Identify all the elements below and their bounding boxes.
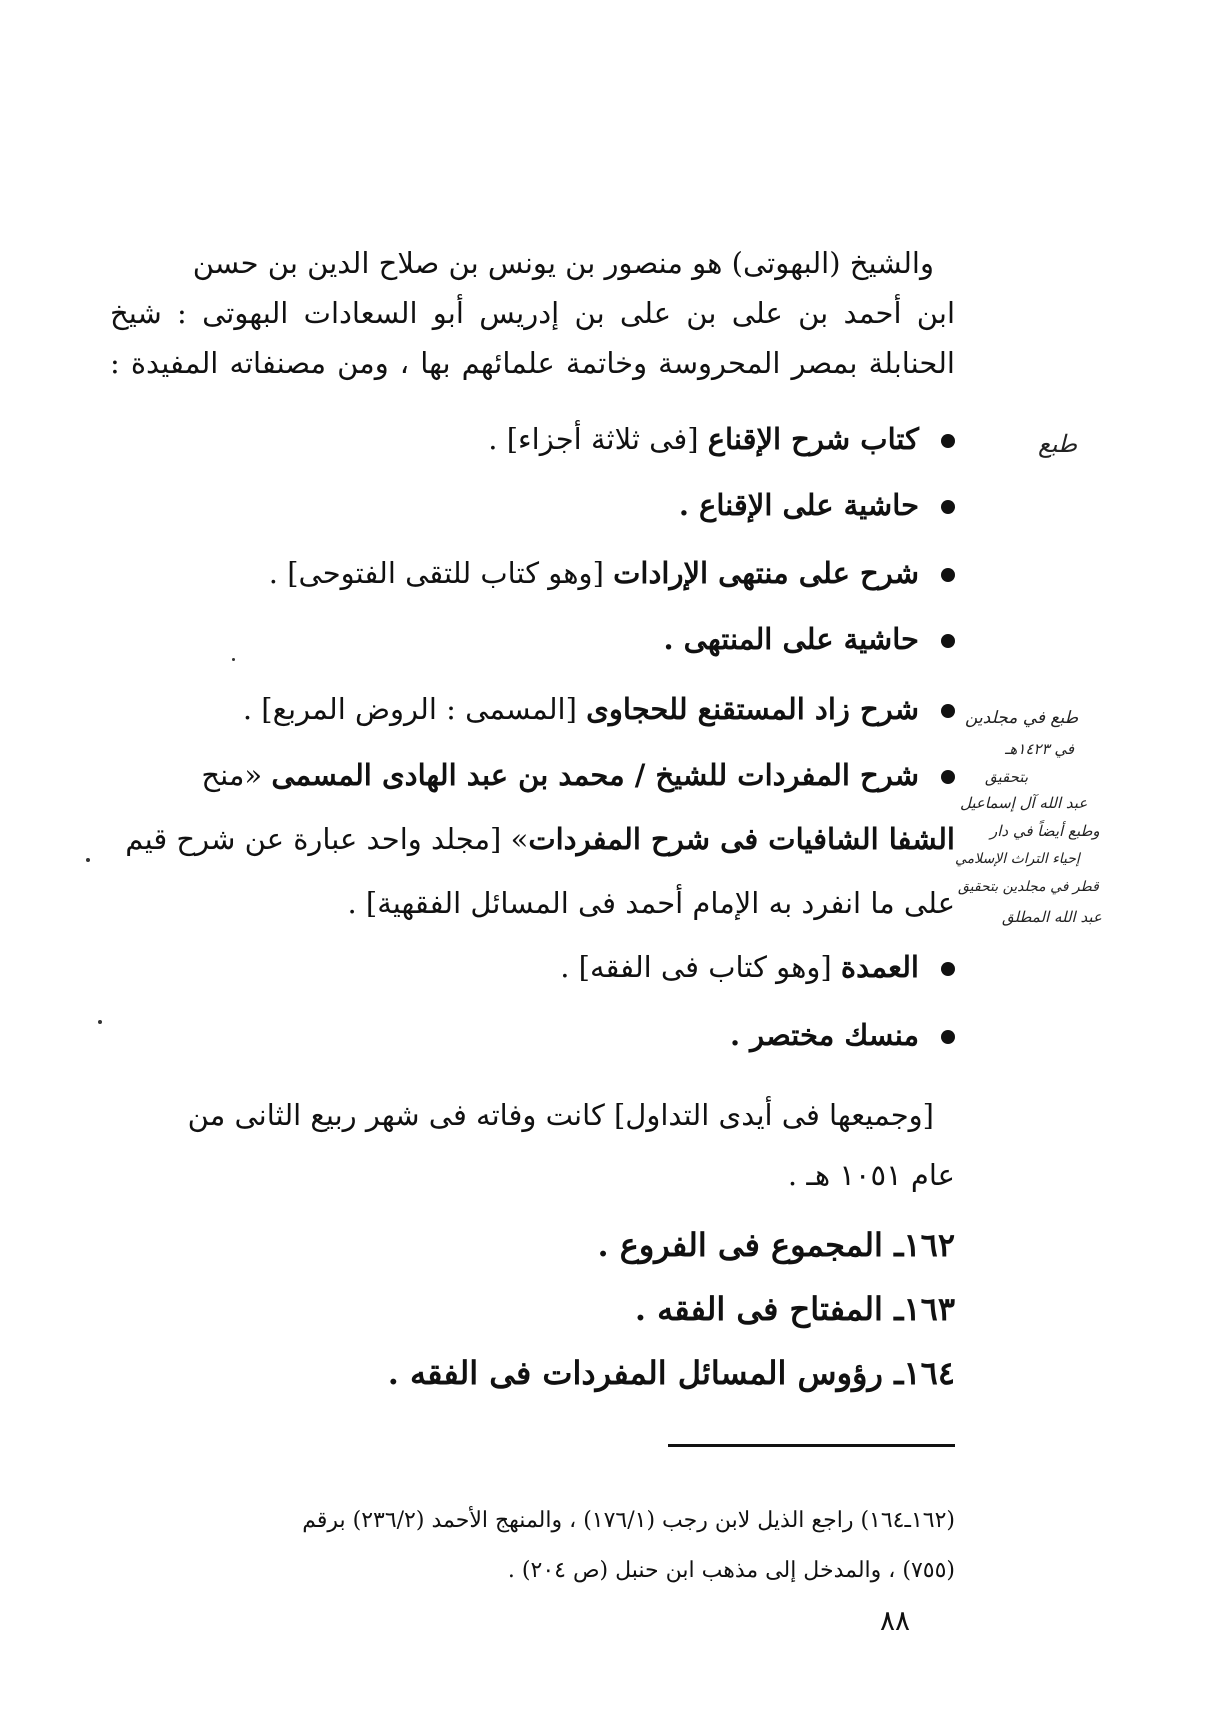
bullet-icon — [941, 704, 955, 718]
footnote-divider — [668, 1444, 955, 1447]
work-note: [وهو كتاب فى الفقه] . — [560, 950, 832, 984]
work-title: شرح على منتهى الإرادات — [613, 556, 919, 590]
handwritten-line: قطر في مجلدين بتحقيق — [958, 879, 1099, 895]
work-title: منسك مختصر . — [729, 1018, 919, 1052]
handwritten-line: عبد الله المطلق — [1002, 908, 1102, 926]
bullet-icon — [941, 568, 955, 582]
page-number: ٨٨ — [880, 1604, 911, 1637]
work-note: [المسمى : الروض المربع] . — [242, 692, 577, 726]
bullet-icon — [941, 500, 955, 514]
numbered-entry: ١٦٣ـ المفتاح فى الفقه . — [634, 1290, 955, 1328]
handwritten-line: عبد الله آل إسماعيل — [960, 794, 1088, 812]
list-item — [730, 1018, 955, 1053]
bullet-icon — [941, 962, 955, 976]
work-note: [وهو كتاب للتقى الفتوحى] . — [268, 556, 604, 590]
work-title: حاشية على المنتهى . — [663, 622, 919, 656]
bullet-icon — [941, 1030, 955, 1044]
list-item — [488, 422, 955, 457]
work-title: العمدة — [840, 950, 919, 984]
list-item-continuation: على ما انفرد به الإمام أحمد فى المسائل الفقهية] . — [347, 886, 955, 920]
list-item-continuation — [125, 822, 955, 857]
footnote-line-2: (٧٥٥) ، والمدخل إلى مذهب ابن حنبل (ص ٢٠٤) . — [507, 1558, 955, 1583]
closing-line-2: عام ١٠٥١ هـ . — [787, 1158, 955, 1192]
intro-line-3: الحنابلة بمصر المحروسة وخاتمة علمائهم بها ، ومن مصنفاته المفيدة : — [110, 346, 955, 380]
handwritten-line: طبع في مجلدين — [965, 708, 1079, 728]
list-item — [269, 556, 955, 591]
scan-speck — [86, 858, 90, 862]
list-item — [560, 950, 955, 985]
bullet-icon — [941, 634, 955, 648]
work-title: حاشية على الإقناع . — [678, 488, 919, 522]
work-note: «منح — [201, 758, 263, 792]
handwritten-line: وطبع أيضاً في دار — [990, 822, 1100, 840]
scan-speck — [98, 1020, 102, 1024]
list-item — [243, 692, 955, 727]
numbered-entry: ١٦٢ـ المجموع فى الفروع . — [597, 1226, 955, 1264]
work-title-continued: الشفا الشافيات فى شرح المفردات — [528, 822, 955, 856]
work-title: شرح المفردات للشيخ / محمد بن عبد الهادى المسمى — [271, 758, 919, 792]
handwritten-line: في ١٤٢٣هـ — [1005, 740, 1074, 758]
list-item — [679, 488, 955, 523]
work-title: كتاب شرح الإقناع — [707, 422, 919, 456]
closing-line-1: [وجميعها فى أيدى التداول] كانت وفاته فى شهر ربيع الثانى من — [187, 1098, 934, 1132]
intro-line-1: والشيخ (البهوتى) هو منصور بن يونس بن صلاح الدين بن حسن — [192, 246, 934, 280]
handwritten-line: إحياء التراث الإسلامي — [955, 851, 1080, 867]
bullet-icon — [941, 770, 955, 784]
handwritten-note: طبع — [1038, 430, 1078, 458]
handwritten-line: بتحقيق — [985, 768, 1029, 786]
intro-line-2: ابن أحمد بن على بن على بن إدريس أبو السعادات البهوتى : شيخ — [110, 296, 955, 330]
bullet-icon — [941, 434, 955, 448]
numbered-entry: ١٦٤ـ رؤوس المسائل المفردات فى الفقه . — [387, 1354, 955, 1392]
footnote-line-1: (١٦٢ـ١٦٤) راجع الذيل لابن رجب (١٧٦/١) ، والمنهج الأحمد (٢٣٦/٢) برقم — [302, 1508, 955, 1533]
work-note: » [مجلد واحد عبارة عن شرح قيم — [125, 822, 529, 856]
list-item — [201, 758, 955, 793]
work-note: [فى ثلاثة أجزاء] . — [488, 422, 699, 456]
scan-speck — [232, 658, 235, 661]
work-title: شرح زاد المستقنع للحجاوى — [586, 692, 919, 726]
list-item — [663, 622, 955, 657]
